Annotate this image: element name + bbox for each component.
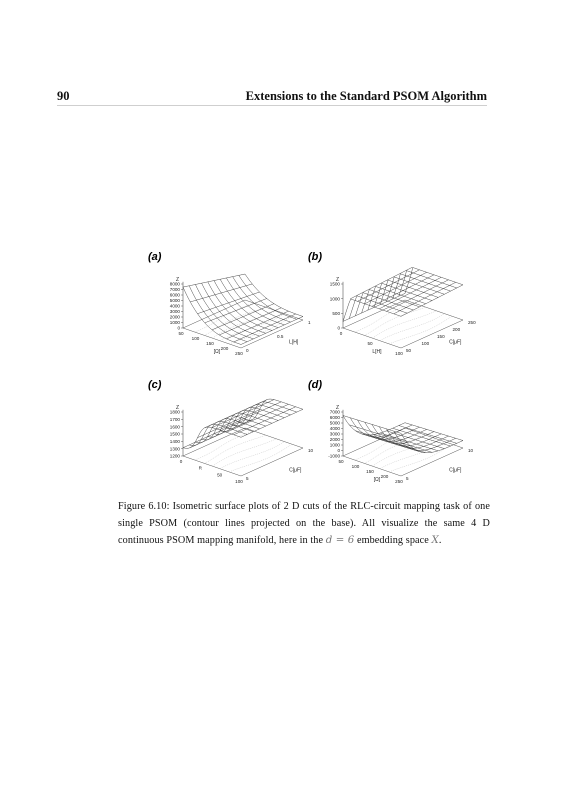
z-tick-label: 5000 xyxy=(329,420,340,426)
contour-line xyxy=(220,442,285,469)
contour-line xyxy=(389,316,452,344)
caption-math-d: d = 6 xyxy=(325,535,355,546)
axis1-tick-label: 200 xyxy=(380,474,389,479)
panel-label: (b) xyxy=(308,251,323,263)
axis1-tick-label: 150 xyxy=(206,341,214,346)
axis2-tick-label: 50 xyxy=(406,348,412,353)
z-tick-label: 1000 xyxy=(329,296,340,302)
axis2-tick-label: 1 xyxy=(308,320,311,325)
z-tick-label: 6000 xyxy=(169,292,180,298)
page-header xyxy=(57,89,487,106)
axis2-tick-label: 5 xyxy=(406,476,409,481)
axis2-tick-label: 0.5 xyxy=(277,334,284,339)
z-tick-label: 1700 xyxy=(169,416,180,422)
surface-plot-d xyxy=(298,376,474,496)
z-tick-label: 1600 xyxy=(169,424,180,430)
axis2-label: C[μF] xyxy=(449,339,462,346)
axis1-tick-label: 200 xyxy=(220,346,229,351)
axis1-tick-label: 0 xyxy=(339,331,343,336)
z-tick-label: 1000 xyxy=(169,320,180,326)
surface-mesh xyxy=(343,267,463,321)
surface-plot-b xyxy=(298,248,476,368)
contour-line xyxy=(372,311,436,338)
surface-plot-svg xyxy=(298,248,476,368)
z-tick-label: 7000 xyxy=(329,409,340,415)
caption-period: . xyxy=(438,535,442,546)
z-tick-label: -1000 xyxy=(328,453,340,459)
axis2-tick-label: 0 xyxy=(246,348,249,353)
axis1-label: L[H] xyxy=(372,349,382,355)
axis1-tick-label: 100 xyxy=(351,464,360,469)
contour-line xyxy=(372,439,436,466)
z-tick-label: 5000 xyxy=(169,298,180,304)
panel-label: (c) xyxy=(148,379,162,391)
axis2-tick-label: 5 xyxy=(246,476,249,481)
surface-mesh xyxy=(183,274,303,344)
axis1-tick-label: 250 xyxy=(235,351,243,356)
caption-text: Figure 6.10: Isometric surface plots of 2 D cuts of the RLC-circuit mapping task of one single PSOM (contour lines projected on the base). All visualize the same 4 D continuous PSOM mapping manifold, here in the xyxy=(118,501,490,546)
contour-line xyxy=(212,439,276,466)
contour-line xyxy=(229,444,292,472)
mesh-line-v xyxy=(405,267,463,293)
z-tick-label: 1400 xyxy=(169,438,180,444)
axis2-tick-label: 250 xyxy=(468,320,476,325)
axis2-tick-label: 150 xyxy=(437,334,445,339)
figure-6-10 xyxy=(138,248,476,488)
z-tick-label: 7000 xyxy=(169,287,180,293)
surface-mesh xyxy=(343,416,463,453)
running-title: Extensions to the Standard PSOM Algorithm xyxy=(245,89,487,103)
z-tick-label: 0 xyxy=(337,325,340,331)
axis2-tick-label: 100 xyxy=(421,341,430,346)
z-tick-label: 1300 xyxy=(169,446,180,452)
z-tick-label: 3000 xyxy=(329,431,340,437)
axis2-tick-label: 10 xyxy=(468,448,474,453)
contour-line xyxy=(380,314,445,341)
caption-text-middle: embedding space xyxy=(356,535,429,546)
z-axis-label: Z xyxy=(335,404,339,411)
z-axis-label: Z xyxy=(175,276,179,283)
z-tick-label: 4000 xyxy=(169,303,180,309)
axis1-tick-label: 50 xyxy=(338,459,344,464)
base-plane xyxy=(343,300,463,348)
axis1-tick-label: 50 xyxy=(178,331,184,336)
axis1-tick-label: 50 xyxy=(217,472,223,478)
panel-label: (a) xyxy=(148,251,162,263)
axis2-label: L[H] xyxy=(289,339,299,346)
axis1-tick-label: 100 xyxy=(191,336,200,341)
z-axis-label: Z xyxy=(175,404,179,411)
contour-line xyxy=(204,435,265,463)
axis1-tick-label: 150 xyxy=(366,469,374,474)
mesh-line-v xyxy=(374,435,432,453)
axis2-tick-label: 10 xyxy=(308,448,314,453)
z-tick-label: 500 xyxy=(332,310,340,316)
figure-caption xyxy=(118,498,490,549)
panel-label: (d) xyxy=(308,379,323,391)
contour-line xyxy=(389,444,452,472)
mesh-line-u xyxy=(401,433,463,452)
axis1-label: [Ω] xyxy=(213,349,221,355)
surface-plot-svg xyxy=(138,376,314,496)
z-tick-label: 0 xyxy=(337,448,340,454)
z-axis-label: Z xyxy=(335,276,339,283)
mesh-line-v xyxy=(399,426,457,444)
z-tick-label: 1200 xyxy=(169,453,180,459)
z-tick-label: 2000 xyxy=(329,437,340,443)
axis1-tick-label: 100 xyxy=(395,351,403,356)
z-tick-label: 1800 xyxy=(169,409,180,415)
axis2-label: C[μF] xyxy=(289,467,302,474)
z-tick-label: 8000 xyxy=(169,281,180,287)
axis1-tick-label: 50 xyxy=(367,341,373,346)
surface-plot-a xyxy=(138,248,311,368)
caption-math-x: X xyxy=(431,535,439,546)
axis2-label: C[μF] xyxy=(449,467,462,474)
surface-plot-svg xyxy=(298,376,474,496)
z-tick-label: 3000 xyxy=(169,309,180,315)
axis1-tick-label: R xyxy=(198,465,202,471)
axis1-label: [Ω] xyxy=(373,477,381,483)
surface-plot-c xyxy=(138,376,314,496)
surface-mesh xyxy=(183,399,303,448)
mesh-line-v xyxy=(343,416,401,434)
axis1-tick-label: 250 xyxy=(395,479,403,484)
axis1-tick-label: 100 xyxy=(235,479,243,484)
z-tick-label: 2000 xyxy=(169,314,180,320)
page-number: 90 xyxy=(57,89,70,103)
z-tick-label: 4000 xyxy=(329,426,340,432)
z-tick-label: 1000 xyxy=(329,442,340,448)
z-tick-label: 1500 xyxy=(169,431,180,437)
z-tick-label: 1500 xyxy=(329,281,340,287)
z-tick-label: 0 xyxy=(177,325,180,331)
mesh-line-u xyxy=(183,274,245,287)
mesh-line-v xyxy=(386,431,444,449)
z-tick-label: 6000 xyxy=(329,415,340,421)
axis2-tick-label: 200 xyxy=(452,327,461,332)
axis1-tick-label: 0 xyxy=(179,459,183,464)
surface-plot-svg xyxy=(138,248,311,368)
contour-line xyxy=(364,307,425,335)
